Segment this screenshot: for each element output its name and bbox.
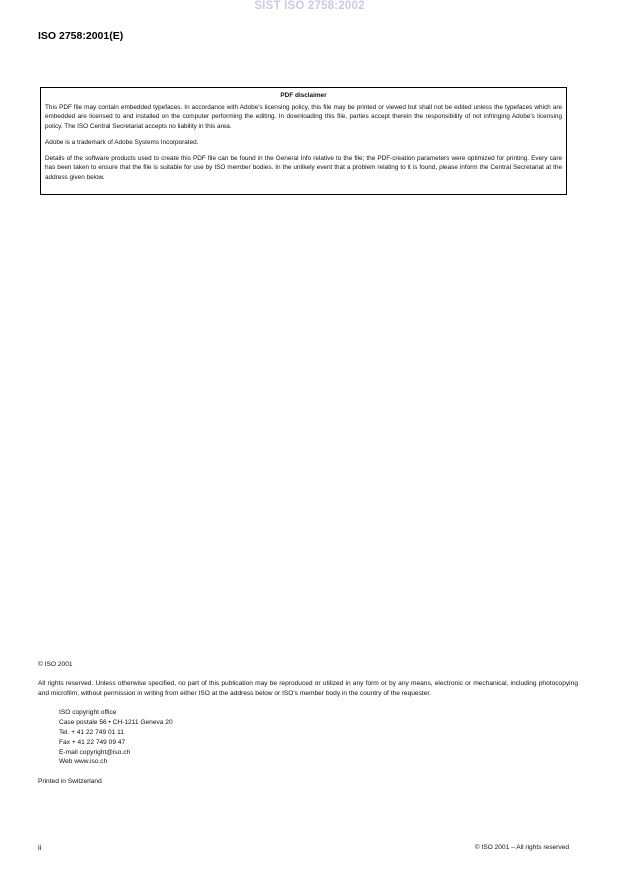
printed-in: Printed in Switzerland: [38, 778, 102, 786]
disclaimer-paragraph: Adobe is a trademark of Adobe Systems Incorporated.: [45, 138, 199, 146]
watermark: SIST ISO 2758:2002: [254, 0, 365, 12]
document-id: ISO 2758:2001(E): [38, 30, 124, 42]
address-email: E-mail copyright@iso.ch: [59, 748, 131, 756]
copyright-block: [38, 660, 578, 787]
address-phone: Tel. + 41 22 749 01 11: [59, 728, 124, 736]
footer-copyright: © ISO 2001 – All rights reserved: [474, 844, 569, 851]
copyright-office-address: [38, 708, 578, 767]
address-line: Case postale 56 • CH-1211 Geneva 20: [59, 719, 173, 727]
page-number: ii: [38, 843, 42, 852]
copyright-symbol-line: © ISO 2001: [38, 661, 73, 668]
address-fax: Fax + 41 22 749 09 47: [59, 738, 126, 746]
disclaimer-paragraph: This PDF file may contain embedded typefaces. In accordance with Adobe's licensing policy, this file may be printed or viewed but shall not be edited unless the typefaces which are embedded are licensed to and installed on the computer performing the editing. In downloading this file, parties accept therein the responsibility of not infringing Adobe's licensing policy. The ISO Central Secretariat accepts no liability in this area.: [45, 103, 562, 131]
rights-reserved-text: All rights reserved. Unless otherwise specified, no part of this publication may be reproduced or utilized in any form or by any means, electronic or mechanical, including photocopying and microfilm, without permission in writing from either ISO at the address below or ISO's member body in the country of the requester.: [38, 679, 578, 697]
address-web: Web www.iso.ch: [59, 758, 108, 766]
pdf-disclaimer-box: [40, 87, 567, 195]
address-line: ISO copyright office: [59, 709, 117, 717]
disclaimer-paragraph: Details of the software products used to create this PDF file can be found in the General Info relative to the file; the PDF-creation parameters were optimized for printing. Every care has been taken to ensure that the file is suitable for use by ISO member bodies. In the unlikely event that a problem relating to it is found, please inform the Central Secretariat at the address given below.: [45, 154, 562, 181]
disclaimer-title: PDF disclaimer: [280, 92, 327, 99]
